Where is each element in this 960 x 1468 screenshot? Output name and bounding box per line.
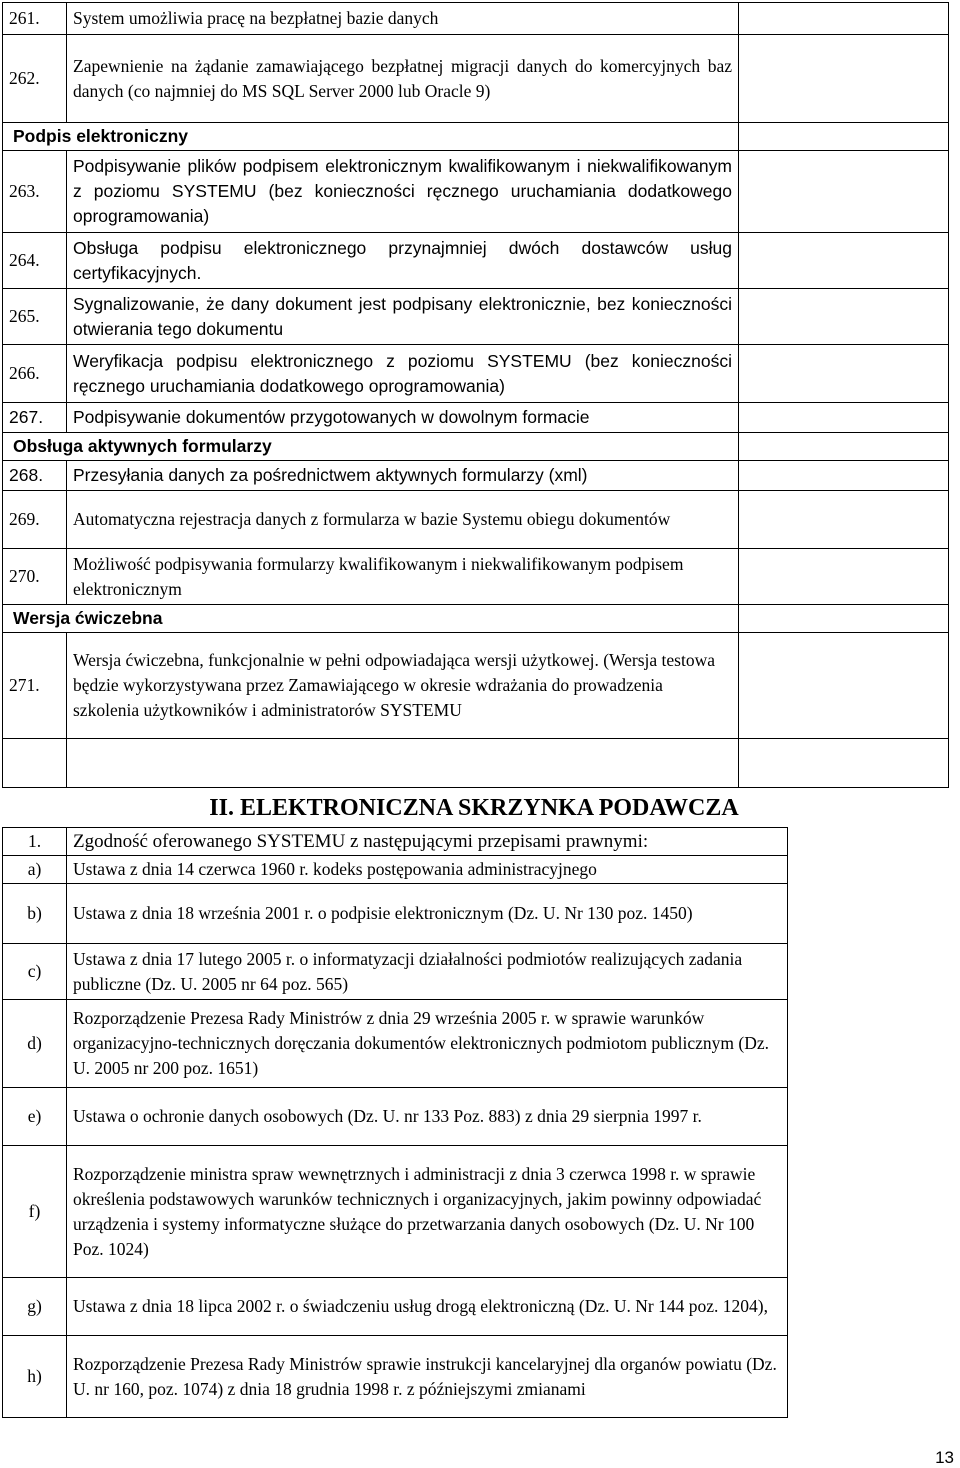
row-text: Ustawa z dnia 14 czerwca 1960 r. kodeks postępowania administracyjnego <box>67 856 788 884</box>
row-number: f) <box>3 1146 67 1278</box>
row-text: Podpisywanie dokumentów przygotowanych w dowolnym formacie <box>67 403 739 433</box>
row-text: Obsługa podpisu elektronicznego przynajmniej dwóch dostawców usług certyfikacyjnych. <box>67 233 739 289</box>
table-row <box>3 549 949 605</box>
requirements-table <box>2 2 949 788</box>
row-text: Rozporządzenie ministra spraw wewnętrznych i administracji z dnia 3 czerwca 1998 r. w sprawie określenia podstawowych warunków technicznych i organizacyjnych, jakim powinny odpowiadać urządzenia i systemy informatyczne służące do przetwarzania danych osobowych (Dz. U. Nr 100 Poz. 1024) <box>67 1146 788 1278</box>
table-row <box>3 1278 788 1336</box>
table-row <box>3 35 949 123</box>
row-number: a) <box>3 856 67 884</box>
table-row <box>3 856 788 884</box>
compliance-cell[interactable] <box>739 123 949 151</box>
row-text: System umożliwia pracę na bezpłatnej bazie danych <box>67 3 739 35</box>
row-text: Zgodność oferowanego SYSTEMU z następującymi przepisami prawnymi: <box>67 828 788 856</box>
row-number: e) <box>3 1088 67 1146</box>
row-number: 262. <box>3 35 67 123</box>
table-row <box>3 403 949 433</box>
compliance-cell[interactable] <box>739 549 949 605</box>
compliance-cell[interactable] <box>739 233 949 289</box>
row-text: Ustawa z dnia 17 lutego 2005 r. o informatyzacji działalności podmiotów realizujących zadania publiczne (Dz. U. 2005 nr 64 poz. 565) <box>67 944 788 1000</box>
row-text: Wersja ćwiczebna, funkcjonalnie w pełni odpowiadająca wersji użytkowej. (Wersja testowa będzie wykorzystywana przez Zamawiającego w okresie wdrażania do prowadzenia szkolenia użytkowników i administratorów SYSTEMU <box>67 633 739 739</box>
row-number: 264. <box>3 233 67 289</box>
section-heading: Wersja ćwiczebna <box>3 605 739 633</box>
row-text: Ustawa z dnia 18 września 2001 r. o podpisie elektronicznym (Dz. U. Nr 130 poz. 1450) <box>67 884 788 944</box>
row-number: d) <box>3 1000 67 1088</box>
compliance-cell[interactable] <box>739 151 949 233</box>
compliance-cell[interactable] <box>739 433 949 461</box>
row-text: Możliwość podpisywania formularzy kwalifikowanym i niekwalifikowanym podpisem elektronicznym <box>67 549 739 605</box>
row-text: Zapewnienie na żądanie zamawiającego bezpłatnej migracji danych do komercyjnych baz danych (co najmniej do MS SQL Server 2000 lub Oracle 9) <box>67 35 739 123</box>
row-number: g) <box>3 1278 67 1336</box>
row-text: Rozporządzenie Prezesa Rady Ministrów sprawie instrukcji kancelaryjnej dla organów powiatu (Dz. U. nr 160, poz. 1074) z dnia 18 grudnia 1998 r. z późniejszymi zmianami <box>67 1336 788 1418</box>
row-number: 266. <box>3 345 67 403</box>
row-text: Ustawa z dnia 18 lipca 2002 r. o świadczeniu usług drogą elektroniczną (Dz. U. Nr 144 poz. 1204), <box>67 1278 788 1336</box>
compliance-cell[interactable] <box>739 403 949 433</box>
row-text: Sygnalizowanie, że dany dokument jest podpisany elektronicznie, bez konieczności otwierania tego dokumentu <box>67 289 739 345</box>
row-text: Weryfikacja podpisu elektronicznego z poziomu SYSTEMU (bez konieczności ręcznego uruchamiania dodatkowego oprogramowania) <box>67 345 739 403</box>
section-row <box>3 605 949 633</box>
compliance-cell[interactable] <box>739 345 949 403</box>
section-heading: Obsługa aktywnych formularzy <box>3 433 739 461</box>
row-text: Podpisywanie plików podpisem elektronicznym kwalifikowanym i niekwalifikowanym z poziomu SYSTEMU (bez konieczności ręcznego uruchamiania dodatkowego oprogramowania) <box>67 151 739 233</box>
table-row <box>3 828 788 856</box>
row-text: Przesyłania danych za pośrednictwem aktywnych formularzy (xml) <box>67 461 739 491</box>
row-number: 267. <box>3 403 67 433</box>
compliance-cell[interactable] <box>739 739 949 788</box>
section-row <box>3 433 949 461</box>
table-row <box>3 1088 788 1146</box>
table-row <box>3 633 949 739</box>
row-number: c) <box>3 944 67 1000</box>
compliance-cell[interactable] <box>739 35 949 123</box>
table-row <box>3 739 949 788</box>
row-number: 270. <box>3 549 67 605</box>
row-number: h) <box>3 1336 67 1418</box>
row-text: Ustawa o ochronie danych osobowych (Dz. U. nr 133 Poz. 883) z dnia 29 sierpnia 1997 r. <box>67 1088 788 1146</box>
compliance-cell[interactable] <box>739 461 949 491</box>
table-row <box>3 944 788 1000</box>
compliance-cell[interactable] <box>739 3 949 35</box>
row-number: 263. <box>3 151 67 233</box>
section-row <box>3 123 949 151</box>
table-row <box>3 884 788 944</box>
row-number <box>3 739 67 788</box>
row-text <box>67 739 739 788</box>
compliance-cell[interactable] <box>739 289 949 345</box>
compliance-cell[interactable] <box>739 491 949 549</box>
row-number: 269. <box>3 491 67 549</box>
table-row <box>3 233 949 289</box>
row-text: Automatyczna rejestracja danych z formularza w bazie Systemu obiegu dokumentów <box>67 491 739 549</box>
table-row <box>3 151 949 233</box>
compliance-cell[interactable] <box>739 633 949 739</box>
table-row <box>3 3 949 35</box>
table-row <box>3 461 949 491</box>
table-row <box>3 491 949 549</box>
table-row <box>3 289 949 345</box>
section-title: II. ELEKTRONICZNA SKRZYNKA PODAWCZA <box>209 795 739 821</box>
row-number: 268. <box>3 461 67 491</box>
row-number: 1. <box>3 828 67 856</box>
row-number: 261. <box>3 3 67 35</box>
row-number: b) <box>3 884 67 944</box>
row-number: 271. <box>3 633 67 739</box>
section-heading: Podpis elektroniczny <box>3 123 739 151</box>
row-number: 265. <box>3 289 67 345</box>
table-row <box>3 1000 788 1088</box>
compliance-cell[interactable] <box>739 605 949 633</box>
row-text: Rozporządzenie Prezesa Rady Ministrów z dnia 29 września 2005 r. w sprawie warunków organizacyjno-technicznych doręczania dokumentów elektronicznych podmiotom publicznym (Dz. U. 2005 nr 200 poz. 1651) <box>67 1000 788 1088</box>
table-row <box>3 345 949 403</box>
legal-basis-table <box>2 827 788 1418</box>
table-row <box>3 1146 788 1278</box>
table-row <box>3 1336 788 1418</box>
page-number: 13 <box>935 1448 954 1467</box>
